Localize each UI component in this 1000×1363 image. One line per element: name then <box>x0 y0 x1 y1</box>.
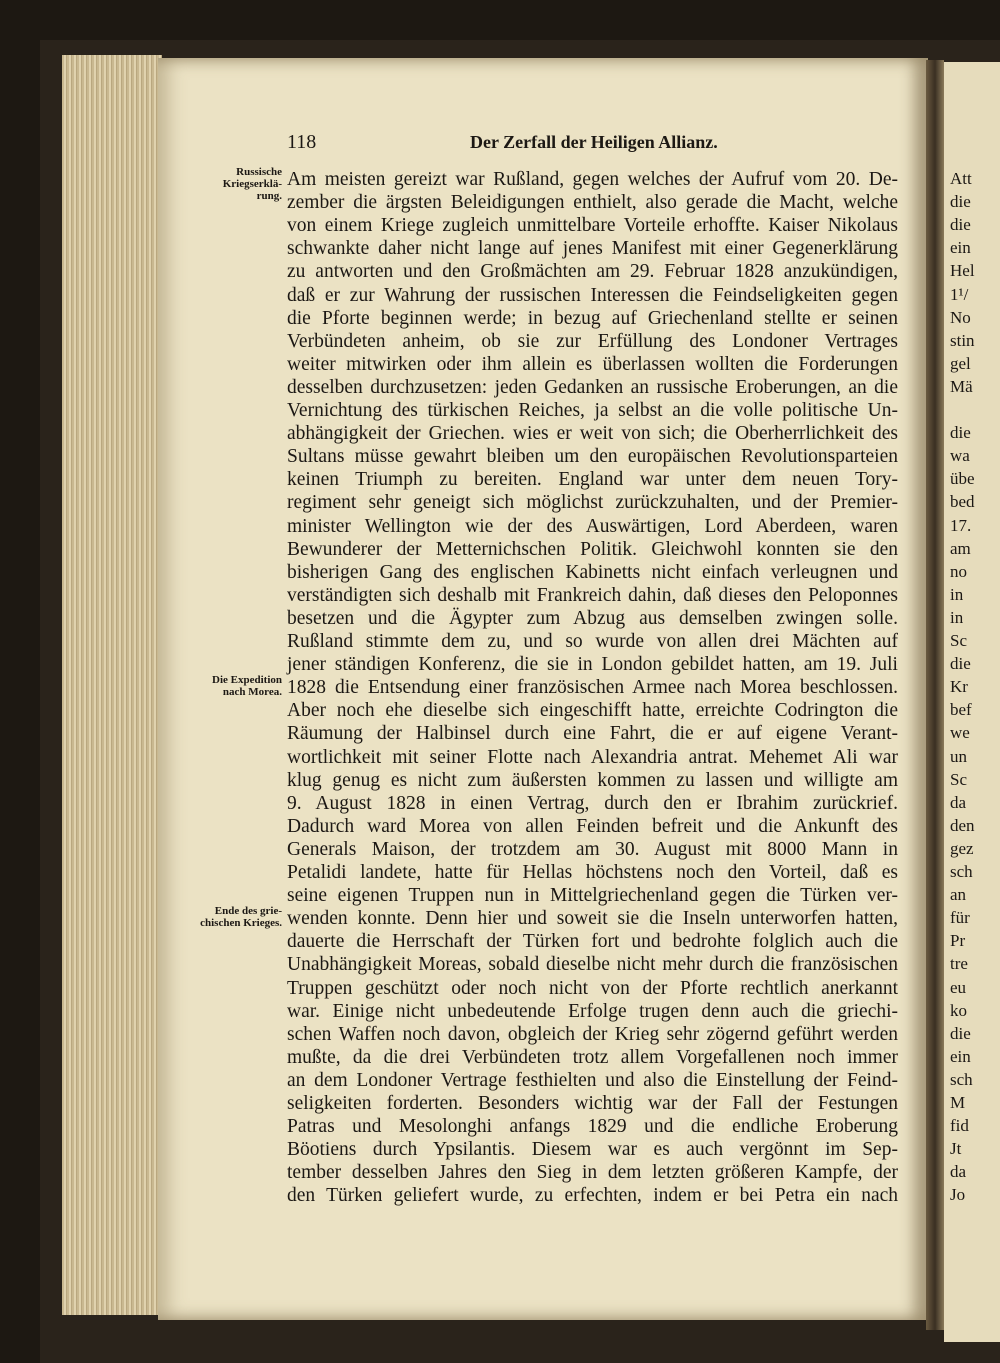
text-line: bisherigen Gang des englischen Kabinetts nicht einfach verleugnen und <box>287 561 898 583</box>
next-page-text-fragment: sch <box>950 1069 973 1089</box>
next-page-text-fragment: Att <box>950 169 972 188</box>
text-line: an dem Londoner Vertrage festhielten und also die Einstellung der Feind- <box>287 1069 898 1091</box>
text-line: Verbündeten anheim, ob sie zur Erfüllung des Londoner Vertrages <box>287 330 898 352</box>
next-page-text-fragment: no <box>950 561 967 581</box>
text-line: dauerte die Herrschaft der Türken fort und bedrohte folglich auch die <box>287 931 899 953</box>
text-line: seine eigenen Truppen nun in Mittelgriechenland gegen die Türken ver- <box>287 885 899 907</box>
text-line: Böotiens durch Ypsilantis. Diesem war es auch vergönnt im Sep- <box>287 1139 898 1161</box>
next-page-text-fragment: die <box>950 192 971 212</box>
text-line: schwankte daher nicht lange auf jenes Manifest mit einer Gegenerklärung <box>287 238 899 260</box>
text-line: Räumung der Halbinsel durch eine Fahrt, die er auf eigene Verant- <box>287 723 899 745</box>
running-title: Der Zerfall der Heiligen Allianz. <box>470 132 718 152</box>
text-line: klug genug es nicht zum äußersten kommen zu lassen und willigte am <box>287 769 898 791</box>
next-page-text-fragment: wa <box>950 446 970 466</box>
text-line: war. Einige nicht unbedeutende Erfolge trugen denn auch die griechi- <box>287 1000 899 1022</box>
margin-note-line: chischen Krieges. <box>200 917 282 930</box>
next-page-text-fragment: in <box>950 607 964 627</box>
text-line: Patras und Mesolonghi anfangs 1829 und die endliche Eroberung <box>287 1116 899 1138</box>
next-page-text-fragment: in <box>950 584 964 604</box>
text-line: zember die ärgsten Beleidigungen enthielt, also gerade die Macht, welche <box>287 192 899 214</box>
next-page-text-fragment: tre <box>950 954 968 974</box>
text-line: Vernichtung des türkischen Reiches, ja selbst an die volle politische Un- <box>287 400 898 421</box>
next-page-text-fragment: No <box>950 307 971 327</box>
text-line: Petalidi landete, hatte für Hellas höchstens noch den Vorteil, daß es <box>287 862 898 883</box>
next-page-text-fragment: da <box>950 792 967 812</box>
margin-note <box>180 674 282 698</box>
next-page-text-fragment: M <box>950 1093 966 1112</box>
text-line: die Pforte beginnen werde; in bezug auf Griechenland stellte er seinen <box>287 307 898 329</box>
text-line: wenden konnte. Denn hier und soweit sie die Inseln unterworfen hatten, <box>287 908 899 930</box>
text-line: besetzen und die Ägypter zum Abzug aus demselben zwingen solle. <box>287 607 898 629</box>
book-gutter <box>926 60 944 1330</box>
text-line: 9. August 1828 in einen Vertrag, durch den er Ibrahim zurückrief. <box>287 792 898 814</box>
next-page-text-fragment: Jo <box>950 1185 966 1205</box>
margin-note-line: Kriegserklä- <box>222 178 282 190</box>
text-line: keinen Triumph zu bereiten. England war unter dem neuen Tory- <box>287 469 898 491</box>
page-edges <box>62 55 162 1315</box>
next-page-text-fragment: 1¹/ <box>950 284 969 304</box>
page-number: 118 <box>287 131 317 153</box>
margin-note-line: Die Expedition <box>212 674 282 687</box>
next-page-text-fragment: die <box>950 654 971 674</box>
next-page-text-fragment: Hel <box>950 261 975 281</box>
next-page-text-fragment: die <box>950 423 971 443</box>
next-page-text-fragment: da <box>950 1162 967 1182</box>
next-page-text-fragment: ko <box>950 1000 967 1020</box>
next-page-text-fragment: übe <box>950 469 975 489</box>
text-line: weiter mitwirken oder ihm allein es überlassen wollten die Forderungen <box>287 353 898 375</box>
text-line: seligkeiten forderten. Besonders wichtig war der Fall der Festungen <box>287 1093 898 1114</box>
margin-note <box>180 905 282 929</box>
next-page-text-fragment: stin <box>950 330 975 350</box>
text-line: Dadurch ward Morea von allen Feinden befreit und die Ankunft des <box>287 815 898 837</box>
text-line: desselben durchzusetzen: jeden Gedanken an russische Eroberungen, an die <box>287 376 898 398</box>
margin-note-line: Ende des grie- <box>214 905 282 918</box>
margin-note <box>180 166 282 202</box>
next-page-text-fragment: den <box>950 815 975 835</box>
next-page-text-fragment: gez <box>950 838 974 858</box>
next-page-text-fragment: die <box>950 1023 971 1043</box>
next-page-text-fragment: an <box>950 885 967 905</box>
margin-note-line: rung. <box>256 190 282 202</box>
next-page-text-fragment: ein <box>950 238 971 258</box>
next-page-fragment <box>944 62 1000 1342</box>
text-line: Generals Maison, der trotzdem am 30. August mit 8000 Mann in <box>287 838 898 860</box>
text-line: Sultans müsse gewahrt bleiben um den europäischen Revolutionsparteien <box>287 446 899 468</box>
text-line: Aber noch ehe dieselbe sich eingeschifft hatte, erreichte Codrington die <box>287 700 898 722</box>
next-page-text-fragment: we <box>950 723 970 743</box>
next-page-text-fragment: Kr <box>950 677 968 697</box>
next-page-text-fragment: 17. <box>950 515 972 535</box>
text-line: zu antworten und den Großmächten am 29. Februar 1828 anzukündigen, <box>287 261 898 283</box>
text-line: schen Waffen noch davon, obgleich der Krieg sehr zögernd geführt werden <box>287 1023 898 1045</box>
next-page-text-fragment: Sc <box>950 769 967 789</box>
next-page-text-fragment: eu <box>950 977 967 997</box>
next-page-text-fragment: un <box>950 746 967 766</box>
next-page-text-fragment: bed <box>950 492 975 512</box>
text-line: Truppen geschützt oder noch nicht von der Pforte rechtlich anerkannt <box>287 977 898 999</box>
next-page-text-fragment: sch <box>950 862 973 881</box>
text-line: verständigten sich deshalb mit Frankreich dahin, daß dieses den Peloponnes <box>287 584 898 606</box>
next-page-text-fragment: bef <box>950 700 972 720</box>
text-line: wortlichkeit mit seiner Flotte nach Alexandria antrat. Mehemet Ali war <box>287 746 899 768</box>
margin-note-line: Russische <box>236 166 282 178</box>
text-line: Am meisten gereizt war Rußland, gegen welches der Aufruf vom 20. De- <box>287 169 898 190</box>
text-line: regiment sehr geneigt sich möglichst zurückzuhalten, und der Premier- <box>287 492 898 514</box>
next-page-text-fragment: die <box>950 215 971 235</box>
next-page-text-fragment: für <box>950 908 970 928</box>
text-line: minister Wellington wie der des Auswärtigen, Lord Aberdeen, waren <box>287 515 898 537</box>
text-line: jener ständigen Konferenz, die sie in London gebildet hatten, am 19. Juli <box>287 654 898 676</box>
next-page-text-fragment: gel <box>950 353 971 373</box>
next-page-text-fragment: Sc <box>950 631 967 650</box>
text-line: abhängigkeit der Griechen. wies er weit von sich; die Oberherrlichkeit des <box>287 423 899 445</box>
text-line: Bewunderer der Metternichschen Politik. Gleichwohl konnten sie den <box>287 538 898 560</box>
next-page-text-fragment: Mä <box>950 376 973 396</box>
text-line: den Türken geliefert wurde, zu erfechten, indem er bei Petra ein nach <box>287 1185 899 1207</box>
text-line: daß er zur Wahrung der russischen Interessen die Feindseligkeiten gegen <box>287 284 899 306</box>
text-line: mußte, da die drei Verbündeten trotz allem Vorgefallenen noch immer <box>287 1046 898 1068</box>
next-page-text-fragment: fid <box>950 1116 969 1136</box>
text-line: Unabhängigkeit Moreas, sobald dieselbe nicht mehr durch die französischen <box>287 954 898 976</box>
margin-note-line: nach Morea. <box>222 686 282 699</box>
next-page-text-fragment: ein <box>950 1046 971 1066</box>
text-line: von einem Kriege zugleich unmittelbare Vorteile erhoffte. Kaiser Nikolaus <box>287 215 898 237</box>
next-page-text-fragment: Pr <box>950 931 966 951</box>
text-line: Rußland stimmte dem zu, und so wurde von allen drei Mächten auf <box>287 631 898 652</box>
text-line: 1828 die Entsendung einer französischen Armee nach Morea beschlossen. <box>287 677 898 699</box>
next-page-text-fragment: Jt <box>950 1139 962 1159</box>
next-page-text-fragment: am <box>950 538 971 558</box>
text-line: tember desselben Jahres den Sieg in dem letzten größeren Kampfe, der <box>287 1162 899 1184</box>
